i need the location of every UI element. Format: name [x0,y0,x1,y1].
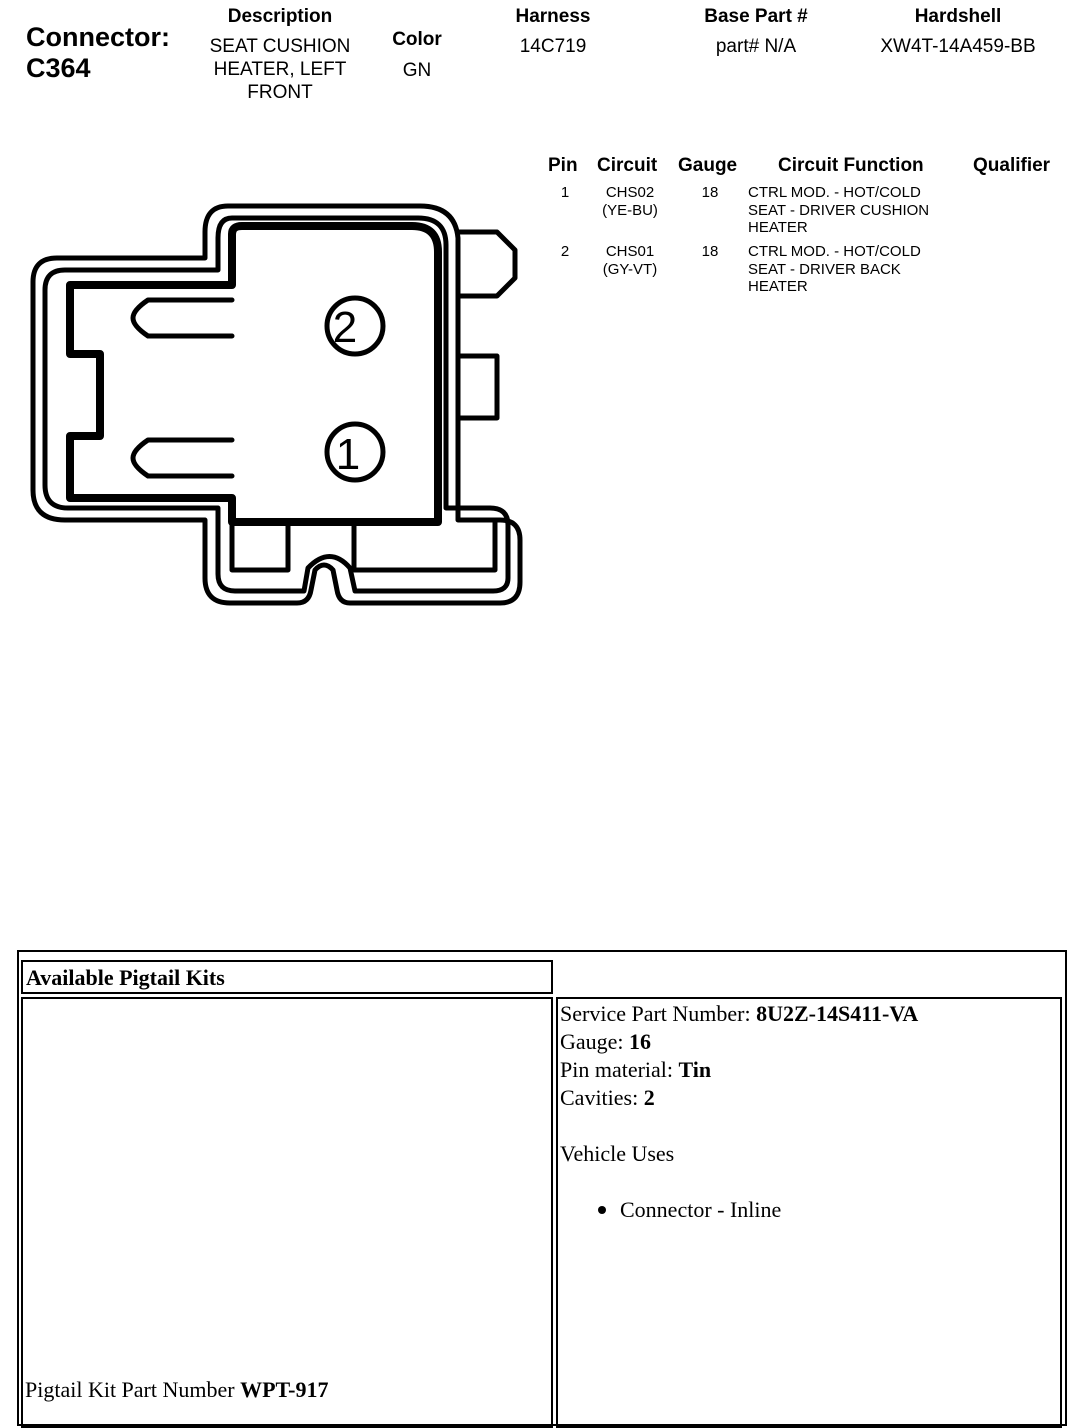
table-row-pin: 1 [560,184,570,201]
cavities-label: Cavities: [560,1085,644,1110]
function-line: CTRL MOD. - HOT/COLD [748,184,921,201]
gauge-header: Gauge [678,155,738,176]
kit-part-label: Pigtail Kit Part Number [25,1377,241,1402]
table-row-gauge: 18 [701,243,719,260]
hardshell-label: Hardshell [914,6,1002,27]
table-row-function [748,243,968,296]
kit-part-number: WPT-917 [240,1377,329,1402]
hardshell-value: XW4T-14A459-BB [880,36,1036,57]
bottom-socket-left [232,522,288,570]
function-line: SEAT - DRIVER CUSHION [748,201,930,219]
description-line: SEAT CUSHION [209,36,351,57]
connector-face-diagram [0,0,540,620]
cavities-value: 2 [643,1085,655,1110]
pin-header: Pin [548,155,578,176]
connector-id: C364 [26,53,91,83]
lower-key-rib [133,440,232,476]
table-row-pin: 2 [560,243,570,260]
right-latch-middle [458,356,497,418]
gauge-value: 16 [629,1029,652,1054]
bullet-icon [598,1206,606,1214]
pigtail-title-cell [21,960,553,994]
connector-label: Connector: [26,22,170,52]
bottom-socket-right [354,522,495,570]
circuit-header: Circuit [597,155,658,176]
vehicle-use-text: Connector - Inline [620,1197,782,1222]
pigtail-title: Available Pigtail Kits [26,965,225,990]
table-row-gauge: 18 [701,184,719,201]
upper-key-rib [133,300,232,336]
table-row-function [748,184,968,237]
function-line: HEATER [748,278,808,295]
table-row-circuit [590,184,670,219]
circuit-id: CHS02 [605,184,655,201]
base-part-label: Base Part # [704,6,808,27]
qualifier-header: Qualifier [973,155,1051,176]
pin-material-value: Tin [678,1057,712,1082]
circuit-color: (YE-BU) [602,201,658,219]
pin-material-line [560,1056,1060,1084]
harness-label: Harness [515,6,591,27]
function-line: CTRL MOD. - HOT/COLD [748,243,921,260]
function-line: SEAT - DRIVER BACK [748,260,901,278]
description-line: HEATER, LEFT [213,59,347,80]
vehicle-uses-item [560,1196,1060,1224]
function-header: Circuit Function [778,155,924,176]
pin-1-label: 1 [335,430,361,479]
gauge-label: Gauge: [560,1029,630,1054]
pigtail-kit-part-line [25,1376,329,1404]
service-part-number: 8U2Z-14S411-VA [756,1001,919,1026]
function-line: HEATER [748,219,808,236]
service-part-label: Service Part Number: [560,1001,757,1026]
description-line: FRONT [247,82,313,103]
right-latch-top [458,232,515,296]
vehicle-uses-label: Vehicle Uses [560,1141,675,1166]
cavities-line [560,1084,1060,1112]
color-value: GN [402,60,432,81]
service-part-line [560,1000,1060,1028]
color-label: Color [392,29,442,50]
pigtail-details [560,1000,1060,1224]
circuit-id: CHS01 [605,243,655,260]
table-row-circuit [590,243,670,278]
circuit-color: (GY-VT) [602,260,658,278]
pin-2-label: 2 [332,303,358,352]
gauge-line [560,1028,1060,1056]
description-label: Description [227,6,333,27]
harness-value: 14C719 [519,36,587,57]
pigtail-image-cell [21,997,553,1428]
base-part-value: part# N/A [715,36,797,57]
pin-material-label: Pin material: [560,1057,679,1082]
